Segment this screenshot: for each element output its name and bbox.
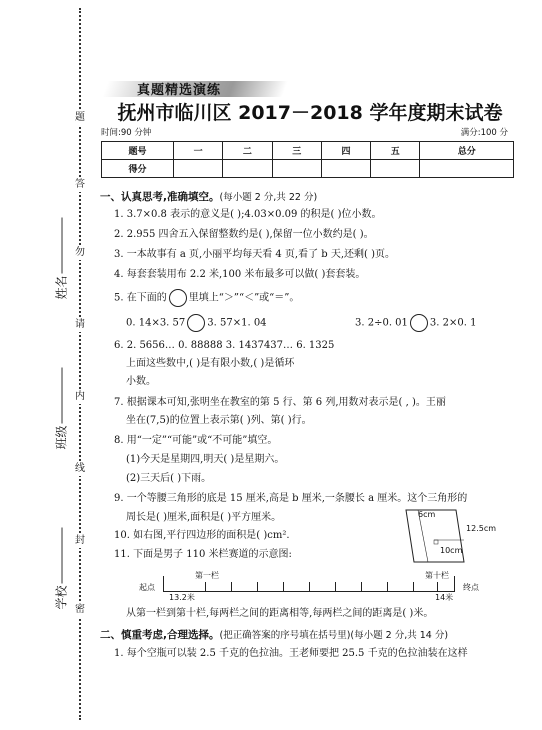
question-8-1: (1)今天是星期四,明天( )是星期六。 [126,454,285,465]
score-header: 四 [321,142,370,160]
score-cell[interactable] [223,160,272,178]
para-side-label: 12.5cm [466,524,497,533]
hurdle-tick [335,582,336,592]
question-5 [114,289,299,307]
tenth-hurdle-label: 第十栏 [425,571,449,580]
question-6-line-3: 小数。 [126,376,156,387]
para-top-label: 6cm [418,510,436,519]
score-table-header-row [102,142,514,160]
question-7: 7. 根据课本可知,张明坐在教室的第 5 行、第 6 列,用数对表示是( , )。王丽 [114,397,446,408]
full-score: 满分:100 分 [460,128,508,138]
score-header: 二 [223,142,272,160]
para-height-label: 10cm [440,546,463,555]
q5-left-b: 3. 57×1. 04 [207,317,267,329]
seal-char: 勿 [75,247,85,258]
question-8-2: (2)三天后( )下雨。 [126,473,212,484]
hurdle-tick [387,582,388,592]
start-tick [163,576,164,592]
hurdle-tick [309,582,310,592]
seal-char: 内 [75,391,85,402]
section-1-note: (每小题 2 分,共 22 分) [219,192,318,203]
end-distance-label: 14米 [435,593,454,602]
question-5-right [355,314,476,332]
question-5-part-a: 5. 在下面的 [114,292,167,304]
track-start-label: 起点 [139,583,155,592]
section-2-heading [100,627,448,642]
question-6: 6. 2. 5656… 0. 88888 3. 1437437… 6. 1325 [114,340,335,351]
score-cell[interactable] [272,160,321,178]
school-label: 学校 [54,585,69,610]
name-label: 姓名 [54,275,69,300]
score-cell[interactable] [420,160,514,178]
hurdle-tick [413,582,414,592]
end-tick [454,576,455,592]
score-header: 五 [371,142,420,160]
parallelogram-figure [404,506,524,566]
q5-left-a: 0. 14×3. 57 [126,317,186,329]
hurdle-tick [361,582,362,592]
question-10: 10. 如右图,平行四边形的面积是( )cm². [114,530,290,541]
seal-char: 答 [75,179,85,190]
score-header: 一 [174,142,223,160]
question-11-line-2: 从第一栏到第十栏,每两栏之间的距离相等,每两栏之间的距离是( )米。 [126,608,434,619]
seal-char: 线 [75,463,85,474]
score-header: 题号 [102,142,174,160]
hurdle-tick [257,582,258,592]
hurdle-tick [283,582,284,592]
page-title: 抚州市临川区 2017－2018 学年度期末试卷 [117,102,503,124]
seal-char: 密 [75,604,85,615]
compare-circle[interactable] [169,289,187,307]
score-table-row [102,160,514,178]
binding-margin [0,0,100,730]
class-field[interactable] [53,367,70,449]
school-field[interactable] [53,527,70,609]
seal-char: 封 [75,535,85,546]
question-2: 2. 2.955 四舍五入保留整数约是( ),保留一位小数约是( )。 [114,229,374,240]
banner-text: 真题精选演练 [137,83,222,98]
first-hurdle-label: 第一栏 [195,571,219,580]
compare-circle[interactable] [410,314,428,332]
question-5-part-b: 里填上“＞”“＜”或“＝”。 [188,292,300,304]
name-field[interactable] [53,217,70,299]
score-row-label: 得分 [102,160,174,178]
score-cell[interactable] [174,160,223,178]
hurdle-tick [205,582,206,592]
section-2-note: (把正确答案的序号填在括号里)(每小题 2 分,共 14 分) [219,630,449,641]
question-5-left [126,314,267,332]
q5-right-b: 3. 2×0. 1 [429,317,477,329]
score-header: 总分 [420,142,514,160]
section-1-title: 一、认真思考,准确填空。 [100,191,220,203]
compare-circle[interactable] [187,314,205,332]
question-3: 3. 一本故事有 a 页,小丽平均每天看 4 页,看了 b 天,还剩( )页。 [114,249,396,260]
question-6-line-2: 上面这些数中,( )是有限小数,( )是循环 [126,358,295,369]
section-1-heading [100,189,317,204]
track-end-label: 终点 [463,583,479,592]
seal-char: 请 [75,319,85,330]
exam-time: 时间:90 分钟 [101,128,152,138]
question-9-line-2: 周长是( )厘米,面积是( )平方厘米。 [126,512,282,523]
seal-char: 题 [75,112,85,123]
hurdle-track-figure [139,571,479,602]
question-9: 9. 一个等腰三角形的底是 15 厘米,高是 b 厘米,一条腰长 a 厘米。这个三角形的 [114,493,468,504]
q5-right-a: 3. 2÷0. 01 [355,317,408,329]
score-table [101,141,514,178]
score-cell[interactable] [321,160,370,178]
question-11: 11. 下面是男子 110 米栏赛道的示意图: [114,549,292,560]
section-2-title: 二、慎重考虑,合理选择。 [100,629,220,641]
class-label: 班级 [54,425,69,450]
banner [105,77,295,99]
question-1: 1. 3.7×0.8 表示的意义是( );4.03×0.09 的积是( )位小数。 [114,209,382,220]
score-cell[interactable] [371,160,420,178]
question-4: 4. 每套套装用布 2.2 米,100 米布最多可以做( )套套装。 [114,269,366,280]
start-distance-label: 13.2米 [169,593,195,602]
question-7-line-2: 坐在(7,5)的位置上表示第( )列、第( )行。 [126,415,312,426]
score-header: 三 [272,142,321,160]
question-8: 8. 用“一定”“可能”或“不可能”填空。 [114,435,278,446]
section-2-question-1: 1. 每个空瓶可以装 2.5 千克的色拉油。王老师要把 25.5 千克的色拉油装在这样 [114,648,468,659]
hurdle-tick [231,582,232,592]
hurdle-tick [437,582,438,592]
